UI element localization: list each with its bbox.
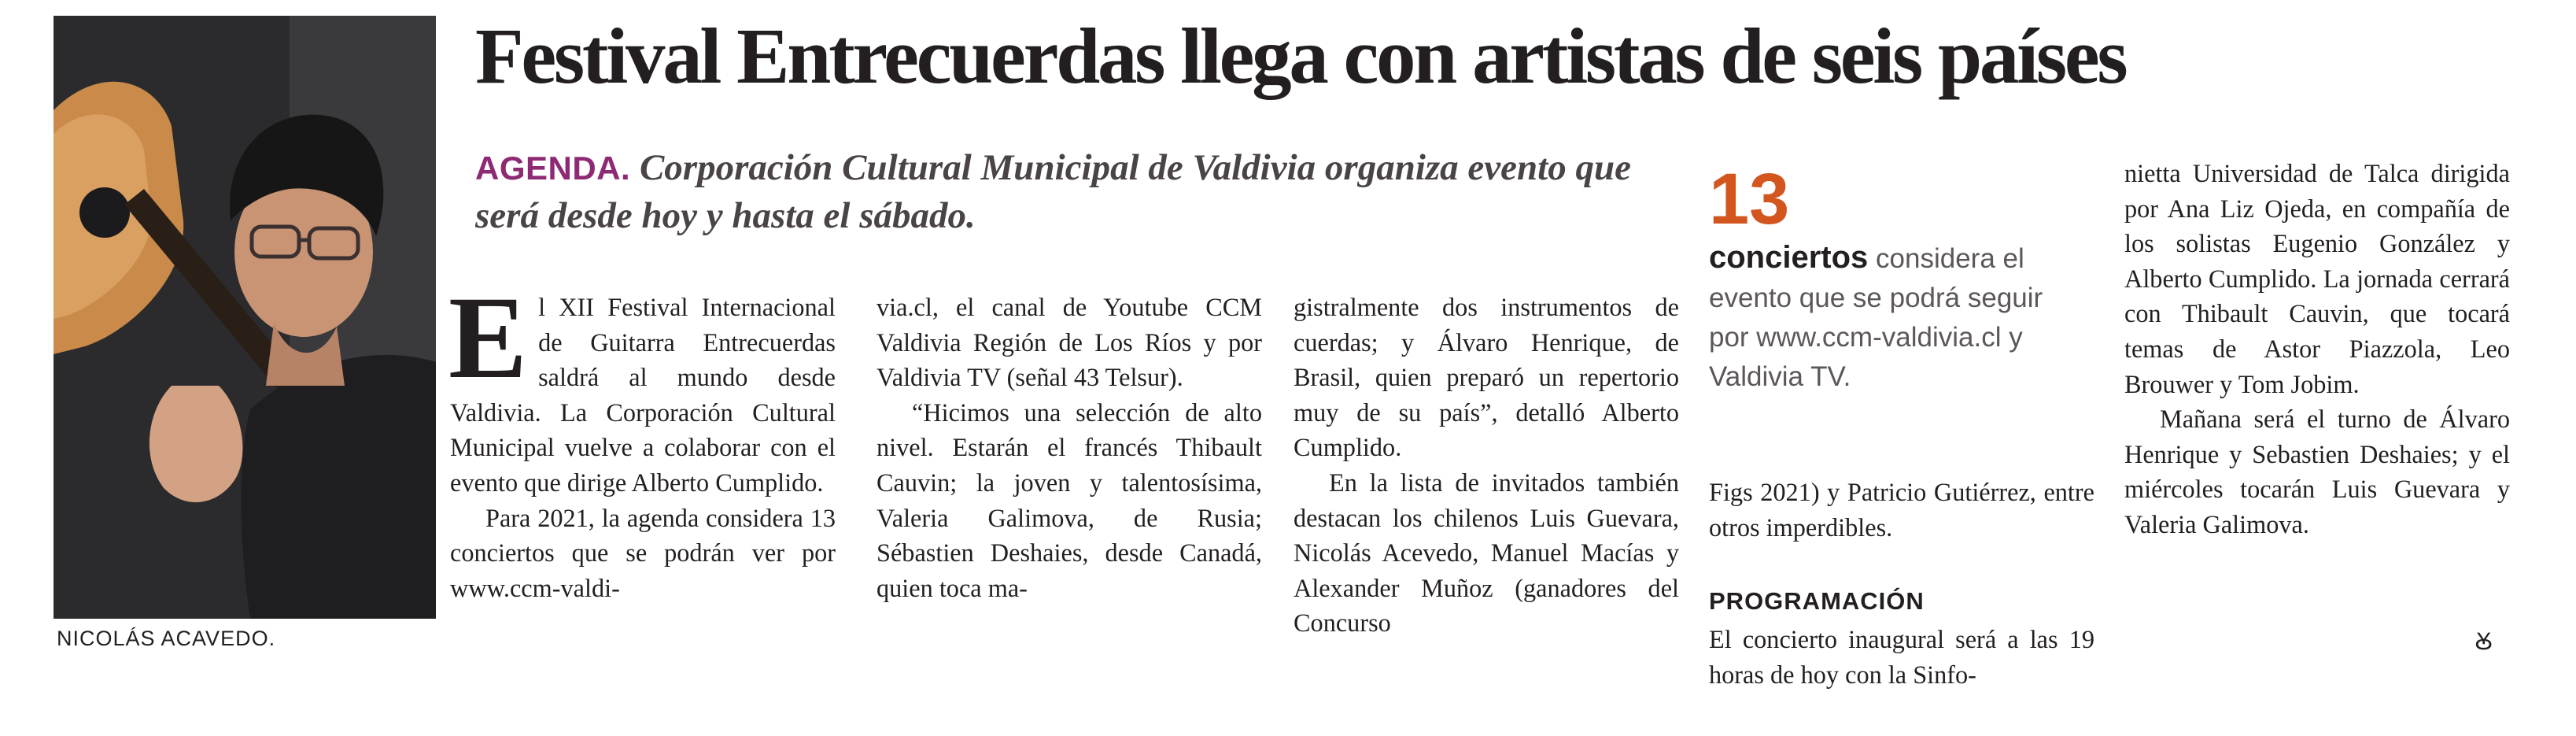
paragraph: El concierto inaugural será a las 19 horas de hoy con la Sinfo-: [1709, 625, 2094, 689]
headline: Festival Entrecuerdas llega con artistas de seis países: [475, 12, 2126, 100]
paragraph: “Hicimos una selección de alto nivel. Estarán el francés Thibault Cauvin; la joven y talentosísima, Valeria Galimova, de Rusia; Sébastien Deshaies, desde Canadá, quien toca ma-: [877, 398, 1262, 602]
paragraph: Figs 2021) y Patricio Gutiérrez, entre otros imperdibles.: [1709, 478, 2094, 542]
drop-cap: E: [448, 272, 528, 403]
fact-number: 13: [1709, 159, 1790, 239]
end-mark-icon: Ꙋ: [2475, 628, 2493, 656]
body-column-3: [1294, 290, 1679, 641]
paragraph: l XII Festival Internacional de Guitarra Entrecuerdas saldrá al mundo desde Valdivia. La Corporación Cultural Municipal vuelve a colaborar con el evento que dirige Alberto Cumplido.: [450, 293, 836, 497]
fact-bold: conciertos: [1709, 240, 1869, 275]
guitarist-photo: [54, 16, 436, 619]
fact-text: considera el evento que se podrá seguir por www.ccm-valdivia.cl y Valdivia TV.: [1709, 243, 2043, 392]
paragraph: En la lista de invitados también destacan los chilenos Luis Guevara, Nicolás Acevedo, Manuel Macías y Alexander Muñoz (ganadores del Concurso: [1294, 468, 1679, 638]
subhead-programacion: PROGRAMACIÓN: [1709, 587, 1925, 616]
paragraph: Para 2021, la agenda considera 13 conciertos que se podrán ver por www.ccm-valdi-: [450, 503, 836, 602]
fact-box: [1709, 238, 2079, 397]
photo-caption: NICOLÁS ACAVEDO.: [57, 627, 276, 650]
body-column-1: [448, 272, 836, 605]
body-column-2: [877, 290, 1262, 605]
deck: [475, 144, 1695, 240]
paragraph: via.cl, el canal de Youtube CCM Valdivia Región de Los Ríos y por Valdivia TV (señal 43 Telsur).: [877, 293, 1262, 392]
deck-tag: AGENDA.: [475, 150, 631, 187]
paragraph: nietta Universidad de Talca dirigida por Ana Liz Ojeda, en compañía de los solistas Eugenio González y Alberto Cumplido. La jornada cerrará con Thibault Cauvin, que tocará temas de Astor Piazzola, Leo Brouwer y Tom Jobim.: [2124, 159, 2510, 398]
paragraph: gistralmente dos instrumentos de cuerdas; y Álvaro Henrique, de Brasil, quien preparó un repertorio muy de su país”, detalló Alberto Cumplido.: [1294, 293, 1679, 462]
paragraph: Mañana será el turno de Álvaro Henrique y Sebastien Deshaies; y el miércoles tocarán Luis Guevara y Valeria Galimova.: [2124, 405, 2510, 538]
deck-text: Corporación Cultural Municipal de Valdivia organiza evento que será desde hoy y hasta el sábado.: [475, 147, 1631, 236]
body-column-4: [1709, 475, 2094, 692]
body-column-5: [2124, 156, 2510, 542]
